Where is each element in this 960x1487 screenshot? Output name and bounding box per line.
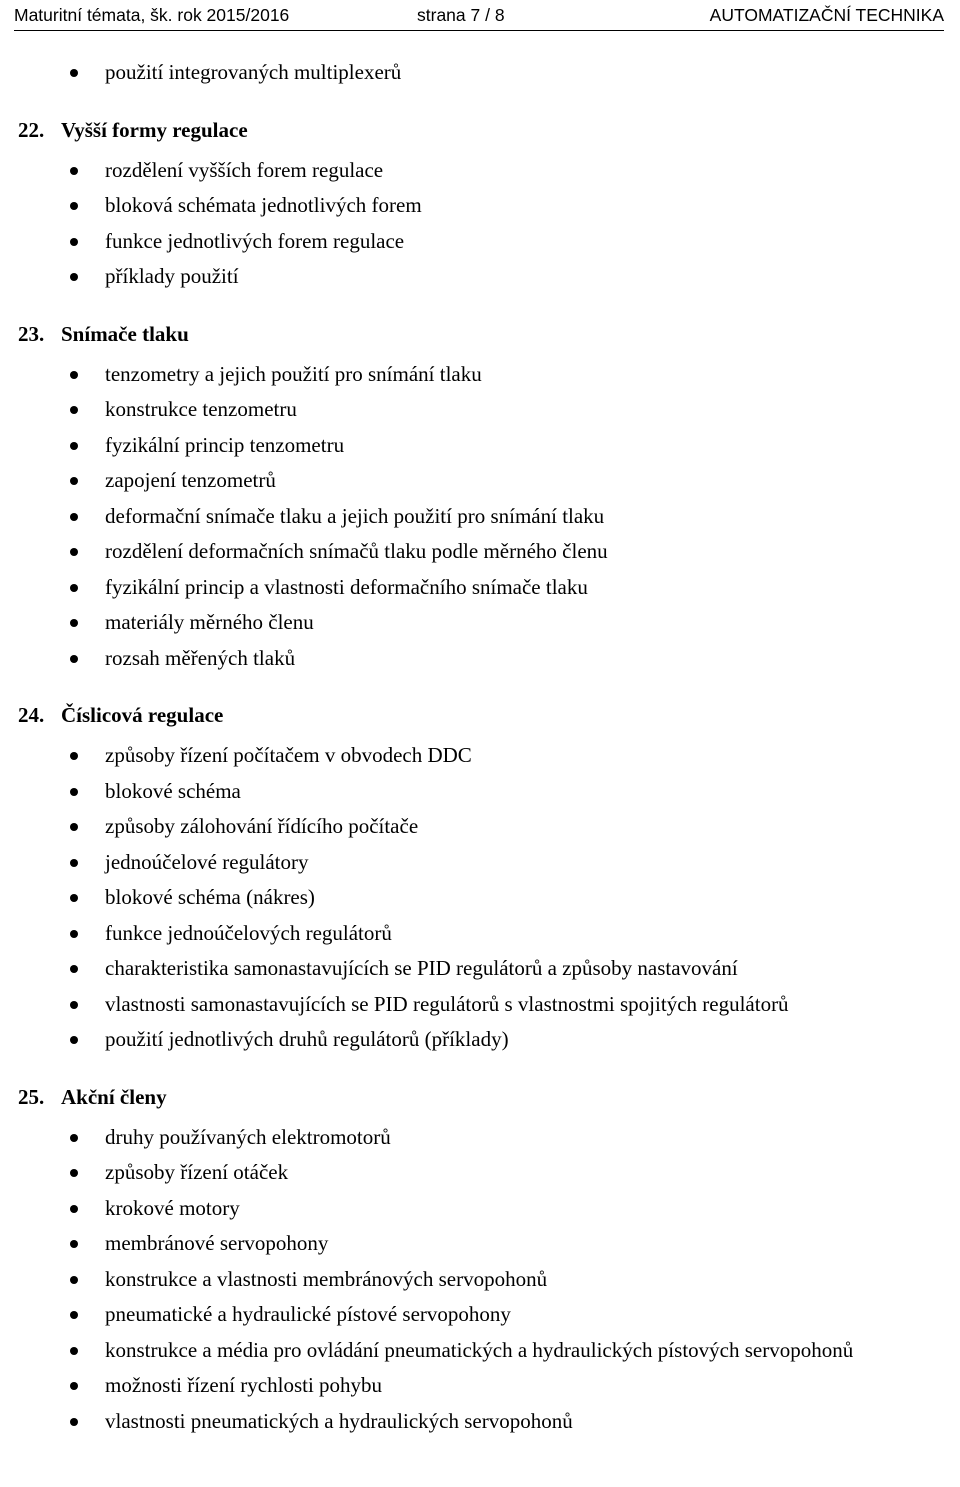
bullet-icon — [70, 477, 78, 485]
section-23 — [0, 316, 960, 677]
bullet-icon — [70, 1169, 78, 1177]
bullet-icon — [70, 1134, 78, 1142]
list-item: rozdělení deformačních snímačů tlaku podle měrného členu — [0, 534, 960, 570]
list-item: příklady použití — [0, 259, 960, 295]
list-item: jednoúčelové regulátory — [0, 845, 960, 881]
bullet-icon — [70, 619, 78, 627]
list-item: druhy používaných elektromotorů — [0, 1120, 960, 1156]
list-item: způsoby zálohování řídícího počítače — [0, 809, 960, 845]
list-item: konstrukce a vlastnosti membránových servopohonů — [0, 1262, 960, 1298]
list-item: membránové servopohony — [0, 1226, 960, 1262]
section-number: 25. — [18, 1084, 45, 1109]
bullet-icon — [70, 965, 78, 973]
bullet-icon — [70, 1240, 78, 1248]
bullet-icon — [70, 1001, 78, 1009]
bullet-icon — [70, 1205, 78, 1213]
bullet-icon — [70, 894, 78, 902]
section-title: Akční členy — [61, 1084, 167, 1109]
list-item: rozsah měřených tlaků — [0, 641, 960, 677]
section-25 — [0, 1079, 960, 1440]
bullet-icon — [70, 1311, 78, 1319]
list-item: konstrukce tenzometru — [0, 392, 960, 428]
section-heading — [0, 697, 960, 734]
section-heading — [0, 316, 960, 353]
bullet-icon — [70, 788, 78, 796]
bullet-icon — [70, 584, 78, 592]
bullet-icon — [70, 752, 78, 760]
list-item: zapojení tenzometrů — [0, 463, 960, 499]
bullet-icon — [70, 69, 78, 77]
bullet-icon — [70, 406, 78, 414]
list-item: použití integrovaných multiplexerů — [0, 55, 960, 91]
list-item: blokové schéma (nákres) — [0, 880, 960, 916]
list-item: vlastnosti samonastavujících se PID regulátorů s vlastnostmi spojitých regulátorů — [0, 987, 960, 1023]
list-item: deformační snímače tlaku a jejich použití pro snímání tlaku — [0, 499, 960, 535]
bullet-icon — [70, 513, 78, 521]
section-number: 22. — [18, 117, 45, 142]
list-item: způsoby řízení otáček — [0, 1155, 960, 1191]
bullet-icon — [70, 167, 78, 175]
section-title: Vyšší formy regulace — [61, 117, 248, 142]
bullet-icon — [70, 823, 78, 831]
section-number: 24. — [18, 703, 45, 727]
header-subject: AUTOMATIZAČNÍ TECHNIKA — [709, 5, 944, 25]
bullet-icon — [70, 442, 78, 450]
bullet-icon — [70, 1418, 78, 1426]
bullet-icon — [70, 548, 78, 556]
page-header — [14, 0, 944, 31]
bullet-icon — [70, 1036, 78, 1044]
list-item: bloková schémata jednotlivých forem — [0, 188, 960, 224]
bullet-icon — [70, 930, 78, 938]
list-item: funkce jednoúčelových regulátorů — [0, 916, 960, 952]
topic-list — [0, 153, 960, 295]
list-item: fyzikální princip a vlastnosti deformačního snímače tlaku — [0, 570, 960, 606]
bullet-icon — [70, 273, 78, 281]
bullet-icon — [70, 655, 78, 663]
section-title: Snímače tlaku — [61, 321, 189, 346]
bullet-icon — [70, 371, 78, 379]
continuation-list — [0, 55, 960, 91]
bullet-icon — [70, 202, 78, 210]
bullet-icon — [70, 1276, 78, 1284]
list-item: blokové schéma — [0, 774, 960, 810]
document-body — [0, 55, 960, 1439]
section-heading — [0, 1079, 960, 1116]
section-24 — [0, 697, 960, 1058]
topic-list — [0, 357, 960, 677]
list-item: tenzometry a jejich použití pro snímání tlaku — [0, 357, 960, 393]
section-title: Číslicová regulace — [61, 703, 224, 727]
list-item: fyzikální princip tenzometru — [0, 428, 960, 464]
bullet-icon — [70, 238, 78, 246]
list-item: konstrukce a média pro ovládání pneumatických a hydraulických pístových servopohonů — [0, 1333, 960, 1369]
list-item: použití jednotlivých druhů regulátorů (příklady) — [0, 1022, 960, 1058]
list-item: vlastnosti pneumatických a hydraulických servopohonů — [0, 1404, 960, 1440]
bullet-icon — [70, 1382, 78, 1390]
list-item: možnosti řízení rychlosti pohybu — [0, 1368, 960, 1404]
list-item: způsoby řízení počítačem v obvodech DDC — [0, 738, 960, 774]
header-document-title: Maturitní témata, šk. rok 2015/2016 — [14, 5, 290, 25]
topic-list — [0, 738, 960, 1058]
bullet-icon — [70, 859, 78, 867]
section-heading — [0, 112, 960, 149]
list-item: krokové motory — [0, 1191, 960, 1227]
bullet-icon — [70, 1347, 78, 1355]
list-item: charakteristika samonastavujících se PID regulátorů a způsoby nastavování — [0, 951, 960, 987]
section-number: 23. — [18, 321, 45, 346]
section-22 — [0, 112, 960, 295]
list-item: funkce jednotlivých forem regulace — [0, 224, 960, 260]
header-page-number: strana 7 / 8 — [417, 5, 505, 25]
list-item: materiály měrného členu — [0, 605, 960, 641]
list-item: pneumatické a hydraulické pístové servopohony — [0, 1297, 960, 1333]
topic-list — [0, 1120, 960, 1440]
list-item: rozdělení vyšších forem regulace — [0, 153, 960, 189]
